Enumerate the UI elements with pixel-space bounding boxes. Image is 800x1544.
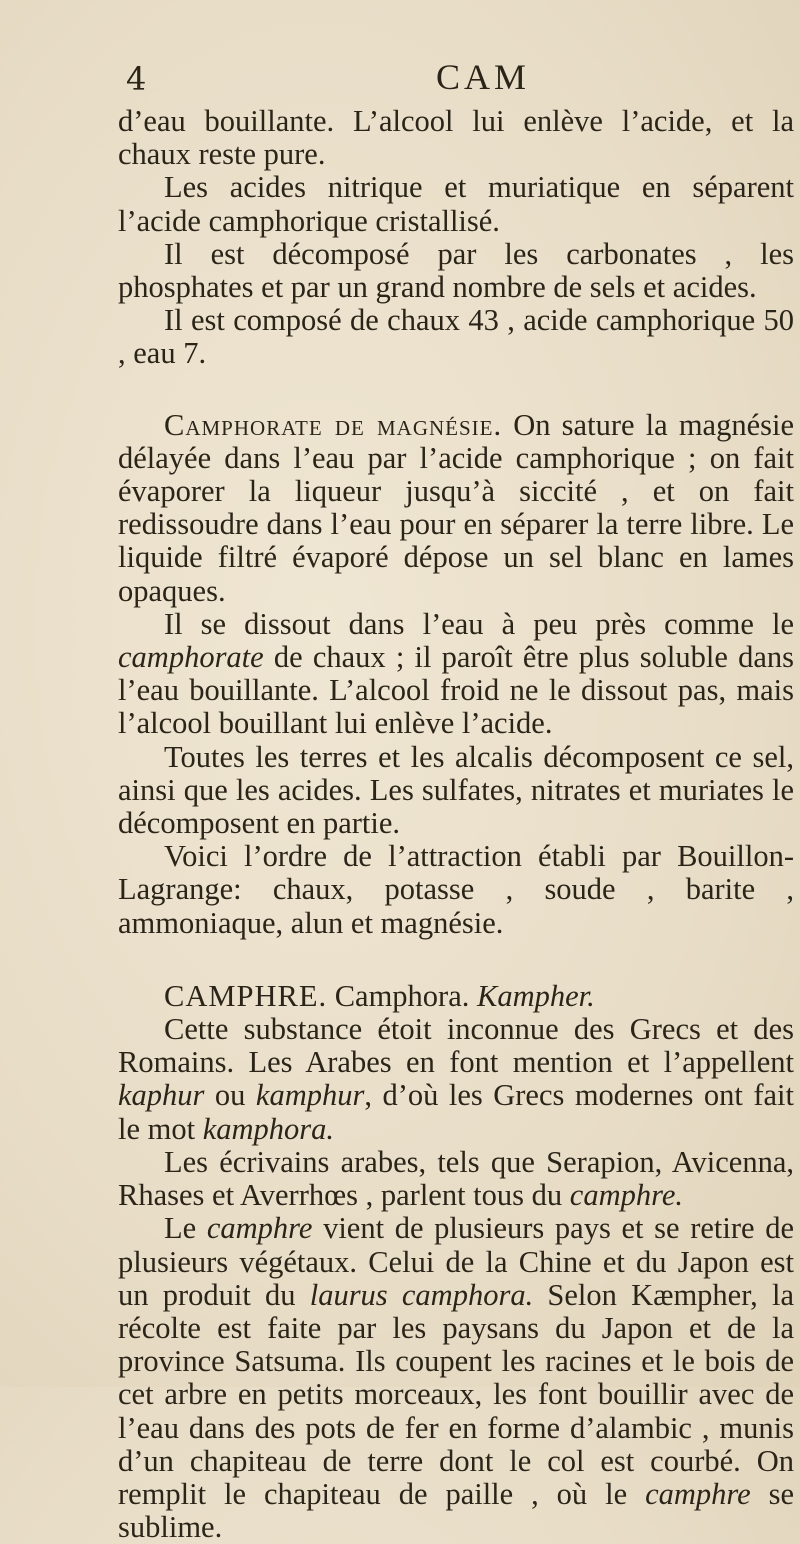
paragraph-2-text: Les acides nitrique et muriatique en séparent l’acide camphorique cristallisé. bbox=[118, 170, 794, 238]
running-head bbox=[118, 50, 758, 100]
paragraph-11-italic: camphre. bbox=[569, 1178, 683, 1213]
entry-camphre bbox=[118, 980, 794, 1013]
paragraph-6-text-b: de chaux ; il paroît être plus soluble dans l’eau bouillante. L’alcool froid ne le dissout pas, mais l’alcool bouillant lui enlève l’acide. bbox=[118, 640, 794, 741]
paragraph-3-text: Il est décomposé par les carbonates , les phosphates et par un grand nombre de sels et acides. bbox=[118, 236, 794, 305]
paragraph-12-text-a: Le bbox=[164, 1211, 207, 1246]
page-number: 4 bbox=[126, 60, 147, 98]
paragraph-1-text: d’eau bouillante. L’alcool lui enlève l’acide, et la chaux reste pure. bbox=[118, 104, 794, 172]
paragraph-11 bbox=[118, 1146, 794, 1212]
paragraph-12-text-d: se sublime. bbox=[118, 1476, 794, 1544]
paragraph-10-text-c: , d’où les Grecs modernes ont fait le mot bbox=[118, 1078, 795, 1146]
entry-text-camphre: Camphora. bbox=[327, 978, 478, 1013]
paragraph-6 bbox=[118, 608, 794, 741]
paragraph-2 bbox=[118, 171, 794, 237]
paragraph-1 bbox=[118, 105, 794, 171]
paragraph-12-italic-1: camphre bbox=[206, 1211, 313, 1246]
paragraph-10-italic-1: kaphur bbox=[118, 1078, 205, 1113]
paragraph-11-text-a: Les écrivains arabes, tels que Serapion, Avicenna, Rhases et Averrhœs , parlent tous du bbox=[118, 1144, 794, 1213]
entry-heading-camphorate: Camphorate de magnésie. bbox=[164, 407, 503, 442]
paragraph-10-italic-2: kamphur bbox=[255, 1078, 365, 1113]
paragraph-7 bbox=[118, 741, 794, 841]
paragraph-12-text-b: vient de plusieurs pays et se retire de plusieurs végétaux. Celui de la Chine et du Japon est un produit du bbox=[118, 1211, 794, 1312]
paragraph-6-italic: camphorate bbox=[118, 640, 264, 675]
paragraph-10-text-b: ou bbox=[204, 1078, 256, 1113]
paragraph-12-italic-2: laurus camphora. bbox=[309, 1277, 534, 1312]
running-title: CAM bbox=[436, 57, 531, 97]
entry-camphorate-magnesie bbox=[118, 409, 794, 608]
paragraph-7-text: Toutes les terres et les alcalis décomposent ce sel, ainsi que les acides. Les sulfates, nitrates et muriates le décomposent en partie. bbox=[118, 739, 794, 841]
paragraph-10-text-a: Cette substance étoit inconnue des Grecs et des Romains. Les Arabes en font mention et l’appellent bbox=[118, 1012, 794, 1080]
paragraph-6-text-a: Il se dissout dans l’eau à peu près comme le bbox=[164, 606, 794, 641]
paragraph-12-text-c: Selon Kæmpher, la récolte est faite par les paysans du Japon et de la province Satsuma. Ils coupent les racines et le bois de cet arbre en petits morceaux, les font bouillir avec de l’eau dans des pots de fer en forme d’alambic , munis d’un chapiteau de terre dont le col est courbé. On remplit le chapiteau de paille , où le bbox=[118, 1277, 794, 1511]
paragraph-8 bbox=[118, 840, 794, 940]
paragraph-10-italic-3: kamphora. bbox=[202, 1111, 335, 1146]
paragraph-12 bbox=[118, 1212, 794, 1544]
paragraph-12-italic-3: camphre bbox=[645, 1476, 751, 1511]
paragraph-8-text: Voici l’ordre de l’attraction établi par Bouillon-Lagrange: chaux, potasse , soude , barite , ammoniaque, alun et magnésie. bbox=[118, 839, 794, 940]
entry-italic-kampher: Kampher. bbox=[477, 978, 595, 1013]
body-text bbox=[118, 105, 794, 1544]
paragraph-4 bbox=[118, 304, 794, 370]
paragraph-3 bbox=[118, 238, 794, 304]
entry-heading-camphre: CAMPHRE. bbox=[164, 978, 328, 1013]
paragraph-10 bbox=[118, 1013, 794, 1146]
paragraph-4-text: Il est composé de chaux 43 , acide camphorique 50 , eau 7. bbox=[118, 303, 794, 371]
entry-text-camphorate: On sature la magnésie délayée dans l’eau par l’acide camphorique ; on fait évaporer la liqueur jusqu’à siccité , et on fait redissoudre dans l’eau pour en séparer la terre libre. Le liquide filtré évaporé dépose un sel blanc en lames opaques. bbox=[118, 407, 794, 608]
